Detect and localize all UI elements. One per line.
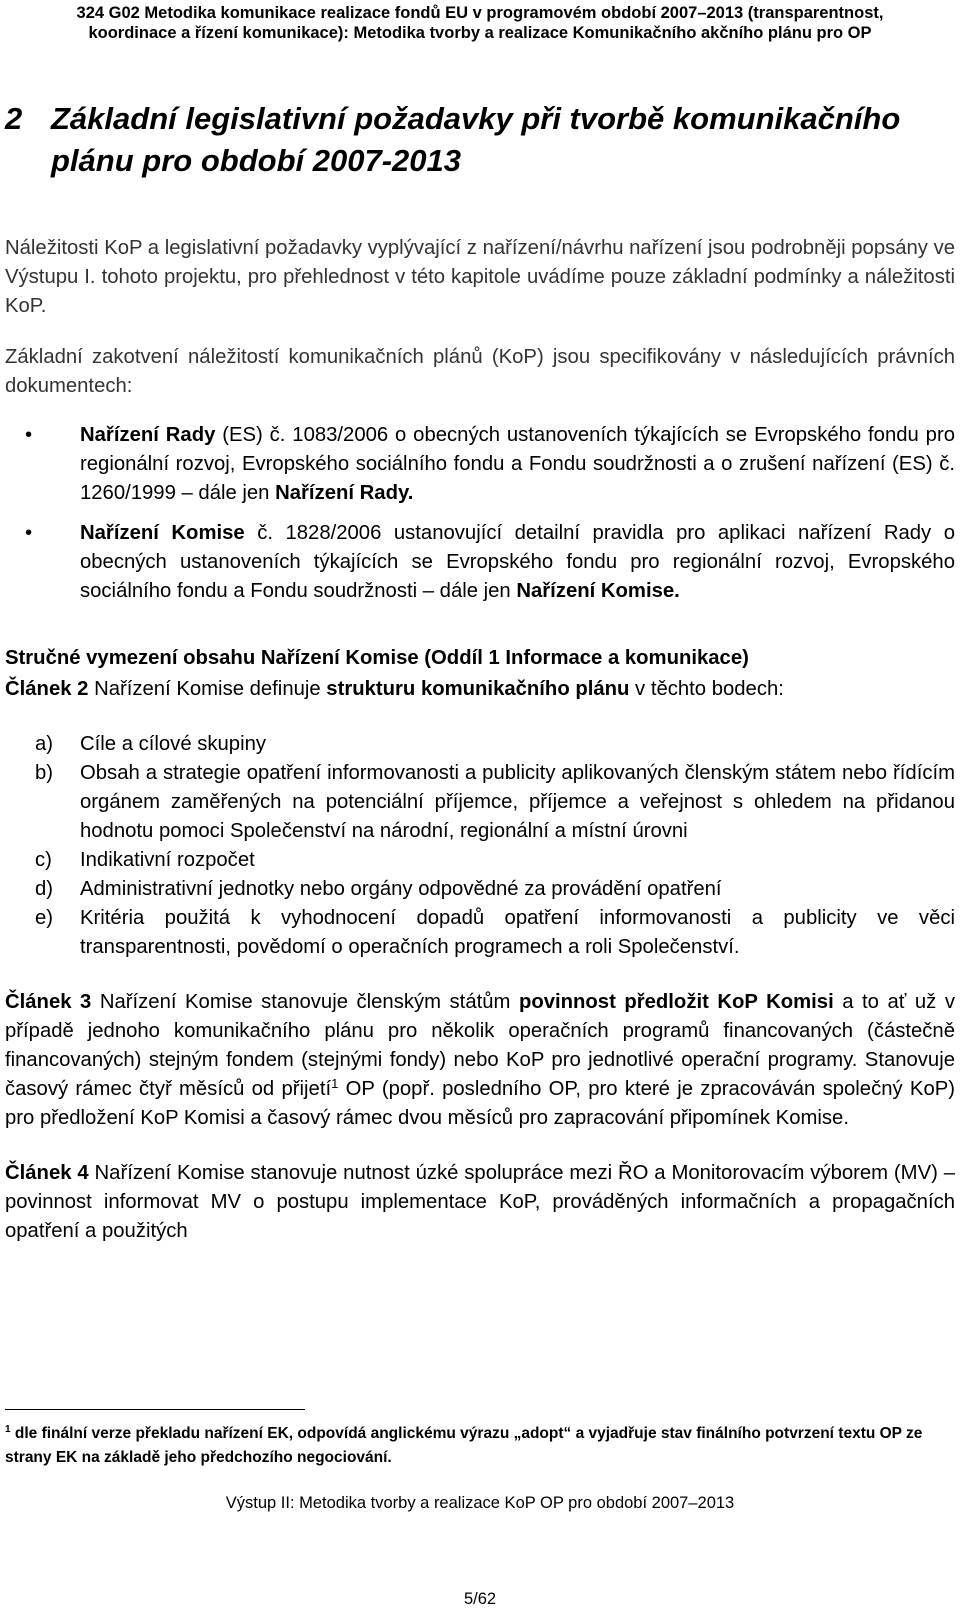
footnote-text: dle finální verze překladu nařízení EK, odpovídá anglickému výrazu „adopt“ a vyjadřuje stav finálního potvrzení textu OP ze strany EK na základě jeho předchozího negociování. — [5, 1425, 923, 1467]
list-text: Administrativní jednotky nebo orgány odpovědné za provádění opatření — [80, 878, 722, 900]
footnote-divider — [5, 1409, 305, 1410]
article-3-text-3: OP (popř. posledního OP, pro které je zpracováván společný KoP) pro předložení KoP Komisi a časový rámec dvou měsíců pro zapracování připomínek Komise. — [5, 1078, 956, 1129]
list-item — [5, 759, 955, 846]
intro-paragraph: Náležitosti KoP a legislativní požadavky vyplývající z nařízení/návrhu nařízení jsou podrobněji popsány ve Výstupu I. tohoto projektu, pro přehlednost v této kapitole uvádíme pouze základní podmínky a náležitosti KoP. — [5, 237, 955, 317]
plan-structure-list — [5, 730, 955, 962]
page-content — [5, 98, 955, 1246]
page-number: 5/62 — [463, 1590, 497, 1608]
header-line-2: koordinace a řízení komunikace): Metodika tvorby a realizace Komunikačního akčního plánu pro OP — [88, 24, 872, 42]
footnote-ref: 1 — [331, 1076, 339, 1091]
article-4-lead: Článek 4 — [5, 1162, 89, 1184]
article-2-paragraph — [5, 675, 955, 704]
chapter-title: Základní legislativní požadavky při tvorbě komunikačního plánu pro období 2007-2013 — [51, 101, 901, 178]
article-2-bold: strukturu komunikačního plánu — [326, 678, 630, 700]
footnote-number: 1 — [5, 1424, 11, 1435]
chapter-number: 2 — [5, 101, 23, 136]
bullet-tail: Nařízení Komise. — [516, 580, 680, 602]
article-3-lead: Článek 3 — [5, 991, 92, 1013]
article-3-text: Nařízení Komise stanovuje členským státům — [91, 991, 519, 1013]
article-4-paragraph — [5, 1159, 955, 1246]
article-2-text: Nařízení Komise definuje — [88, 678, 327, 700]
header-line-1: 324 G02 Metodika komunikace realizace fondů EU v programovém období 2007–2013 (transparentnost, — [76, 4, 884, 22]
list-item — [5, 846, 955, 875]
footnote — [5, 1418, 955, 1470]
bullet-text: č. 1828/2006 ustanovující detailní pravidla pro aplikaci nařízení Rady o obecných ustanoveních týkajících se Evropského fondu pro regionální rozvoj, Evropského sociálního fondu a Fondu soudržnosti – dále jen — [80, 522, 955, 602]
article-3-bold: povinnost předložit KoP Komisi — [518, 991, 834, 1013]
article-3-paragraph — [5, 988, 955, 1133]
list-item — [5, 730, 955, 759]
page-footer: Výstup II: Metodika tvorby a realizace KoP OP pro období 2007–2013 — [225, 1494, 735, 1512]
bullet-lead: Nařízení Komise — [80, 522, 245, 544]
chapter-heading — [5, 98, 955, 182]
article-2-text-end: v těchto bodech: — [629, 678, 784, 700]
legal-docs-paragraph: Základní zakotvení náležitostí komunikačních plánů (KoP) jsou specifikovány v následujících právních dokumentech: — [5, 346, 955, 397]
list-item — [5, 875, 955, 904]
bullet-lead: Nařízení Rady — [80, 424, 216, 446]
list-letter: b) — [35, 762, 54, 784]
list-letter: c) — [35, 849, 52, 871]
list-letter: d) — [35, 878, 54, 900]
article-2-lead: Článek 2 — [5, 678, 89, 700]
bullet-text: (ES) č. 1083/2006 o obecných ustanoveních týkajících se Evropského fondu pro regionální rozvoj, Evropského sociálního fondu a Fondu soudržnosti a o zrušení nařízení (ES) č. 1260/1999 – dále jen — [80, 424, 955, 504]
list-text: Indikativní rozpočet — [80, 849, 255, 871]
running-header — [0, 0, 960, 43]
list-text: Kritéria použitá k vyhodnocení dopadů opatření informovanosti a publicity ve věci transparentnosti, povědomí o operačních programech a roli Společenství. — [80, 907, 955, 958]
bullet-tail: Nařízení Rady. — [275, 482, 414, 504]
article-3-text-2: a to ať už v případě jednoho komunikačního plánu pro několik operačních programů financovaných (částečně financovaných) stejným fondem (stejnými fondy) nebo KoP pro jednotlivé operační programy. Stanovuje časový rámec čtyř měsíců od přijetí — [5, 991, 955, 1100]
list-letter: e) — [35, 907, 54, 929]
list-text: Obsah a strategie opatření informovanosti a publicity aplikovaných členským státem nebo řídícím orgánem zaměřených na potenciální příjemce, příjemce a veřejnost s ohledem na přidanou hodnotu pomoci Společenství na národní, regionální a místní úrovni — [80, 762, 955, 842]
legal-docs-list — [5, 421, 955, 606]
bullet-icon: • — [25, 522, 33, 544]
section-heading: Stručné vymezení obsahu Nařízení Komise (Oddíl 1 Informace a komunikace) — [5, 647, 749, 669]
list-text: Cíle a cílové skupiny — [80, 733, 266, 755]
list-item — [5, 519, 955, 606]
list-item — [5, 421, 955, 508]
list-letter: a) — [35, 733, 54, 755]
list-item — [5, 904, 955, 962]
article-4-text: Nařízení Komise stanovuje nutnost úzké spolupráce mezi ŘO a Monitorovacím výborem (MV) – povinnost informovat MV o postupu implementace KoP, prováděných informačních a propagačních opatření a použitých — [5, 1162, 955, 1242]
bullet-icon: • — [25, 424, 33, 446]
